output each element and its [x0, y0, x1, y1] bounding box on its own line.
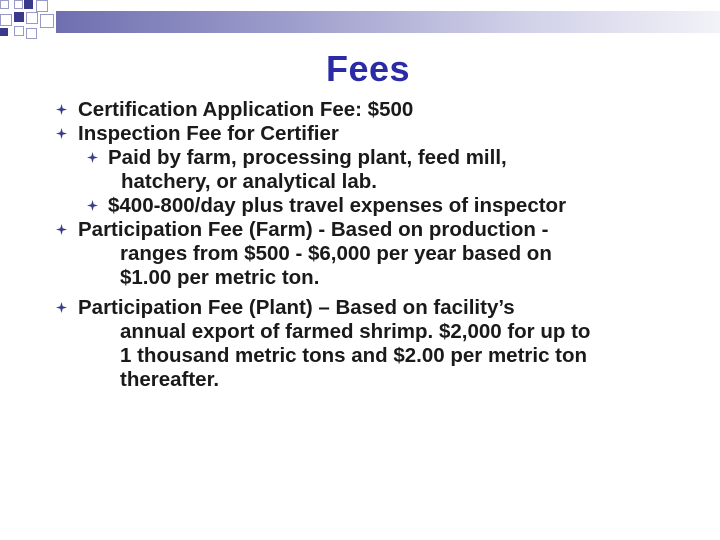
- corner-square: [24, 0, 33, 9]
- star-diamond-icon: [56, 224, 67, 235]
- slide-title: Fees: [325, 48, 411, 89]
- bullet-line: Participation Fee (Farm) - Based on production -: [78, 218, 549, 241]
- bullet-list: [0, 98, 720, 392]
- star-diamond-icon: [87, 152, 98, 163]
- bullet-inspection-fee: [0, 122, 720, 146]
- bullet-line: hatchery, or analytical lab.: [121, 170, 377, 193]
- bullet-line: Inspection Fee for Certifier: [78, 122, 339, 145]
- corner-square: [0, 28, 8, 36]
- bullet-line: annual export of farmed shrimp. $2,000 for up to: [120, 320, 591, 343]
- corner-square: [14, 12, 24, 22]
- corner-square: [36, 0, 48, 12]
- corner-square: [40, 14, 54, 28]
- bullet-line: 1 thousand metric tons and $2.00 per metric ton: [120, 344, 588, 367]
- star-diamond-icon: [87, 200, 98, 211]
- corner-square: [26, 28, 37, 39]
- star-diamond-icon: [56, 302, 67, 313]
- corner-square: [26, 12, 38, 24]
- star-diamond-icon: [56, 128, 67, 139]
- bullet-line: $400-800/day plus travel expenses of inspector: [108, 194, 567, 217]
- bullet-participation-plant: [0, 296, 720, 392]
- star-diamond-icon: [56, 104, 67, 115]
- bullet-line: Participation Fee (Plant) – Based on facility’s: [78, 296, 515, 319]
- corner-square: [14, 0, 23, 9]
- corner-square: [14, 26, 24, 36]
- bullet-line: ranges from $500 - $6,000 per year based on: [120, 242, 552, 265]
- subbullet-paid-by: [0, 146, 720, 194]
- bullet-participation-farm: [0, 218, 720, 290]
- bullet-line: $1.00 per metric ton.: [120, 266, 320, 289]
- subbullet-daily-rate: [0, 194, 720, 218]
- corner-square: [0, 0, 9, 9]
- bullet-line: Paid by farm, processing plant, feed mill,: [108, 146, 507, 169]
- bullet-line: thereafter.: [120, 368, 220, 391]
- corner-square: [0, 14, 12, 26]
- header-gradient-band: [56, 11, 720, 33]
- bullet-certification-fee: [0, 98, 720, 122]
- bullet-line: Certification Application Fee: $500: [78, 98, 414, 121]
